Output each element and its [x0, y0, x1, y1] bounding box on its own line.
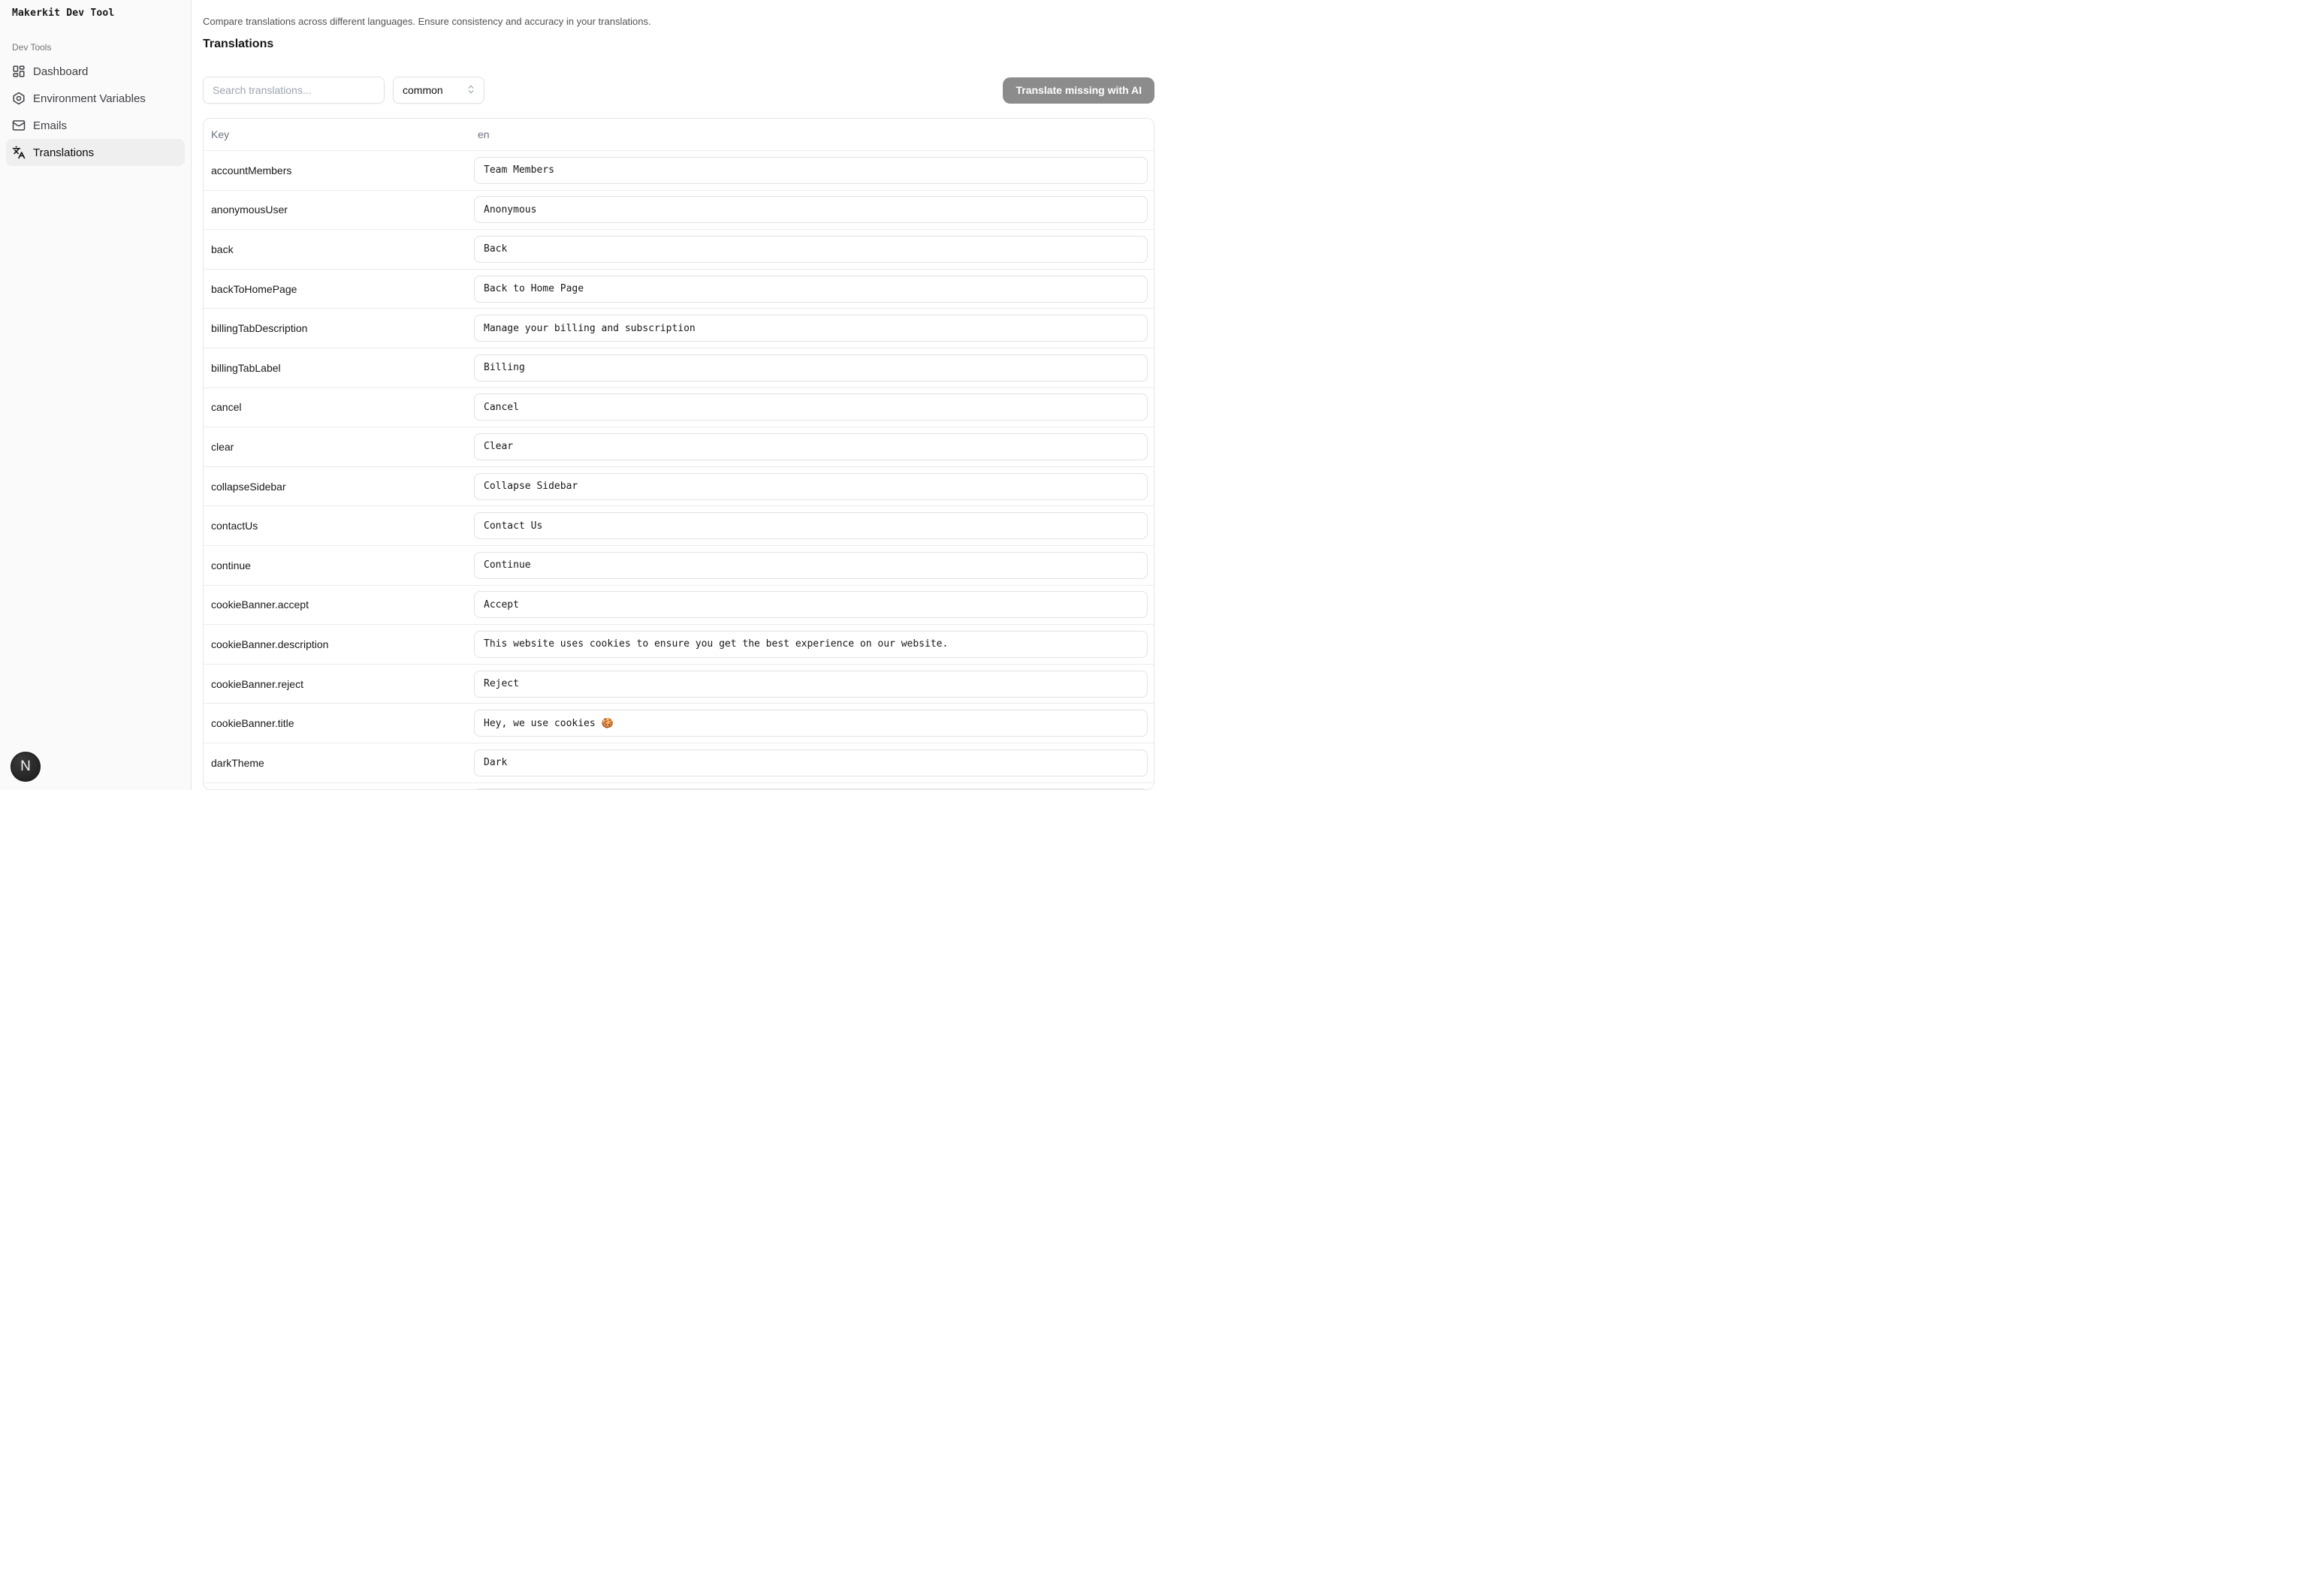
translation-key: cancel: [211, 401, 242, 414]
translation-key: billingTabDescription: [211, 322, 308, 335]
translation-value-input[interactable]: [474, 749, 1148, 776]
namespace-select[interactable]: [393, 77, 484, 104]
translation-value-input[interactable]: [474, 236, 1148, 263]
translation-key: cookieBanner.title: [211, 717, 294, 730]
table-row: [204, 466, 1154, 506]
translation-key: collapseSidebar: [211, 480, 286, 493]
page-description: Compare translations across different languages. Ensure consistency and accuracy in your translations.: [203, 16, 651, 27]
page-title: Translations: [203, 38, 274, 50]
translation-value-input[interactable]: [474, 196, 1148, 223]
translation-key: continue: [211, 559, 251, 571]
sidebar: [0, 0, 192, 790]
translation-value-input[interactable]: [474, 631, 1148, 658]
hexagon-env-icon: [12, 92, 26, 105]
table-row: [204, 585, 1154, 625]
translation-key: anonymousUser: [211, 204, 288, 216]
sidebar-nav: [6, 58, 185, 166]
languages-icon: [12, 146, 26, 159]
app-window: [0, 0, 1162, 790]
nextjs-dev-indicator-button[interactable]: N: [11, 752, 41, 782]
table-row: [204, 427, 1154, 466]
table-row: [204, 545, 1154, 585]
translation-key: contactUs: [211, 520, 258, 532]
search-input[interactable]: [203, 77, 385, 104]
translation-value-input[interactable]: [474, 788, 1148, 790]
translation-value-input[interactable]: [474, 354, 1148, 381]
table-row-partial: [204, 782, 1154, 791]
translation-value-input[interactable]: [474, 591, 1148, 618]
table-row: [204, 505, 1154, 545]
column-header-en: en: [478, 128, 490, 140]
table-row: [204, 269, 1154, 309]
translation-value-input[interactable]: [474, 552, 1148, 579]
chevrons-up-down-icon: [466, 84, 476, 97]
toolbar: [203, 77, 1154, 104]
translation-value-input[interactable]: [474, 315, 1148, 342]
translation-value-input[interactable]: [474, 433, 1148, 460]
sidebar-item-translations[interactable]: [6, 139, 185, 166]
sidebar-item-label: Emails: [33, 119, 68, 132]
translation-value-input[interactable]: [474, 393, 1148, 421]
translate-missing-button[interactable]: Translate missing with AI: [1003, 77, 1154, 104]
translation-value-input[interactable]: [474, 473, 1148, 500]
table-body: [204, 150, 1154, 790]
table-row: [204, 150, 1154, 190]
sidebar-item-emails[interactable]: [6, 112, 185, 139]
table-row: [204, 348, 1154, 387]
translation-key: darkTheme: [211, 756, 264, 769]
translation-key: cookieBanner.description: [211, 638, 329, 650]
main-content: [192, 0, 1162, 790]
sidebar-item-dashboard[interactable]: [6, 58, 185, 85]
app-title: Makerkit Dev Tool: [12, 8, 115, 19]
table-row: [204, 387, 1154, 427]
sidebar-section-label: Dev Tools: [12, 42, 52, 53]
table-header: [204, 119, 1154, 150]
translation-key: cookieBanner.accept: [211, 599, 309, 611]
translation-key: clear: [211, 440, 234, 453]
translation-value-input[interactable]: [474, 671, 1148, 698]
translation-value-input[interactable]: [474, 276, 1148, 303]
translation-key: billingTabLabel: [211, 361, 281, 374]
sidebar-item-label: Environment Variables: [33, 92, 146, 105]
layout-dashboard-icon: [12, 65, 26, 78]
translations-table: [203, 118, 1154, 790]
sidebar-item-label: Translations: [33, 146, 95, 159]
table-row: [204, 624, 1154, 664]
table-row: [204, 703, 1154, 743]
sidebar-item-label: Dashboard: [33, 65, 89, 78]
mail-icon: [12, 119, 26, 132]
translation-key: accountMembers: [211, 164, 292, 176]
namespace-select-value: common: [403, 84, 443, 96]
translation-value-input[interactable]: [474, 512, 1148, 539]
translation-key: cookieBanner.reject: [211, 677, 303, 690]
translation-key: back: [211, 243, 234, 255]
table-row: [204, 190, 1154, 230]
table-row: [204, 229, 1154, 269]
table-row: [204, 743, 1154, 782]
column-header-key: Key: [211, 128, 230, 140]
sidebar-item-environment-variables[interactable]: [6, 85, 185, 112]
translation-key: backToHomePage: [211, 282, 297, 295]
table-row: [204, 664, 1154, 704]
translation-value-input[interactable]: [474, 157, 1148, 184]
table-row: [204, 308, 1154, 348]
translation-value-input[interactable]: [474, 710, 1148, 737]
